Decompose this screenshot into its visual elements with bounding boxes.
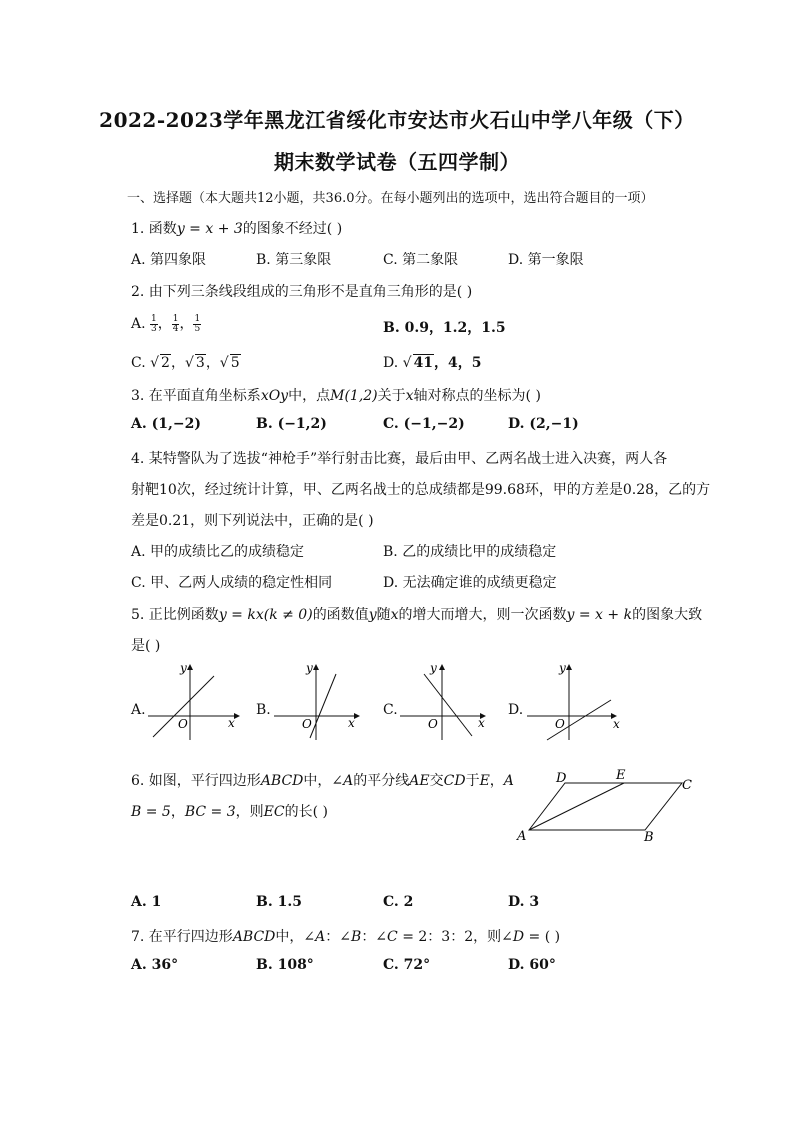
q6-option-a[interactable]: A. 1	[131, 894, 162, 910]
q6-cd: CD	[443, 773, 466, 789]
q6-l1b: 中，∠	[303, 773, 344, 789]
exam-title-line1: 2022-2023学年黑龙江省绥化市安达市火石山中学八年级（下）	[99, 108, 695, 132]
y-axis-label: y	[430, 661, 437, 675]
q2-fraction-1: $\frac{1}{3}$	[151, 313, 157, 334]
q6-option-d[interactable]: D. 3	[508, 894, 540, 910]
q2-fraction-2: $\frac{1}{4}$	[172, 313, 179, 334]
q2-option-a-label: A.	[131, 316, 146, 332]
y-axis-arrow-icon	[439, 664, 445, 670]
q1-option-c[interactable]: C. 第二象限	[383, 252, 459, 268]
q5-graph-a[interactable]	[148, 660, 244, 742]
q5-stem-c: 随	[376, 607, 391, 623]
q7-stem-a: 7. 在平行四边形	[131, 929, 233, 945]
q2-root-2: 2	[161, 355, 170, 371]
q5-graph-d[interactable]	[527, 660, 627, 742]
parallelogram-abcd	[529, 783, 682, 830]
q2-option-c[interactable]: C. √ 2，√ 3，√ 5	[131, 355, 240, 371]
origin-label: O	[555, 717, 565, 731]
q2-option-a[interactable]: A. $\frac{1}{3}$ ， $\frac{1}{4}$ ， $\frac{1}{5}$	[131, 313, 201, 334]
q6-option-b[interactable]: B. 1.5	[256, 894, 302, 910]
y-axis-label: y	[559, 661, 566, 675]
q5-option-b-label[interactable]: B.	[256, 702, 271, 718]
q2-option-b[interactable]: B. 0.9，1.2，1.5	[383, 320, 506, 336]
q3-xoy: xOy	[260, 388, 289, 404]
q2-option-c-label: C.	[131, 355, 146, 371]
q6-l1c: 的平分线	[353, 773, 410, 789]
q6-l1e: 于	[465, 773, 480, 789]
q5-formula-2: y = x + k	[566, 607, 633, 623]
q1-stem-prefix: 1. 函数	[131, 221, 177, 237]
q4-option-b[interactable]: B. 乙的成绩比甲的成绩稳定	[383, 544, 557, 560]
q2-root-3: 3	[195, 355, 205, 371]
q7-d: D	[512, 929, 525, 945]
q6-option-c[interactable]: C. 2	[383, 894, 414, 910]
q5-stem	[131, 604, 702, 624]
q5-option-a-label[interactable]: A.	[131, 702, 146, 718]
q2-stem: 2. 由下列三条线段组成的三角形不是直角三角形的是( )	[131, 284, 473, 300]
exam-title-line2: 期末数学试卷（五四学制）	[274, 150, 520, 174]
q5-line2: 是( )	[131, 638, 161, 654]
q7-option-a[interactable]: A. 36°	[131, 957, 179, 973]
q3-option-c[interactable]: C. (−1,−2)	[383, 416, 465, 432]
q5-graph-b[interactable]	[274, 660, 370, 742]
q7-stem-f: = ( )	[524, 929, 561, 945]
q7-option-c[interactable]: C. 72°	[383, 957, 431, 973]
x-axis-label: x	[478, 716, 485, 730]
q5-x: x	[390, 607, 399, 623]
q3-option-b[interactable]: B. (−1,2)	[256, 416, 327, 432]
y-axis-label: y	[306, 661, 313, 675]
q2-option-d[interactable]: D. √ 41，4，5	[383, 355, 482, 371]
x-axis-label: x	[613, 717, 620, 731]
q3-stem-a: 3. 在平面直角坐标系	[131, 388, 261, 404]
y-axis-arrow-icon	[187, 664, 193, 670]
point-label-d: D	[556, 771, 567, 786]
q6-l1d: 交	[429, 773, 444, 789]
section-heading: 一、选择题（本大题共12小题，共36.0分。在每小题列出的选项中，选出符合题目的一项）	[127, 191, 654, 206]
q7-a: A	[315, 929, 326, 945]
q5-option-d-label[interactable]: D.	[508, 702, 524, 718]
q3-x: x	[405, 388, 414, 404]
graph-line	[310, 674, 336, 738]
x-axis-label: x	[228, 716, 235, 730]
q6-parallelogram-figure	[512, 764, 702, 848]
point-label-b: B	[644, 830, 654, 845]
q1-option-b[interactable]: B. 第三象限	[256, 252, 332, 268]
q1-option-d[interactable]: D. 第一象限	[508, 252, 584, 268]
x-axis-arrow-icon	[234, 713, 240, 719]
q2-option-d-rest: ，4，5	[434, 355, 482, 371]
q5-option-c-label[interactable]: C.	[383, 702, 398, 718]
origin-label: O	[302, 717, 312, 731]
bisector-ae	[529, 783, 624, 830]
q6-a: A	[343, 773, 354, 789]
q6-l2c: BC = 3	[184, 804, 236, 820]
q6-l2a: B = 5	[131, 804, 171, 820]
q6-stem-line1	[131, 770, 514, 790]
q3-option-a[interactable]: A. (1,−2)	[131, 416, 201, 432]
q7-option-b[interactable]: B. 108°	[256, 957, 314, 973]
q4-option-d[interactable]: D. 无法确定谁的成绩更稳定	[383, 575, 557, 591]
q7-stem-b: 中，∠	[275, 929, 316, 945]
origin-label: O	[178, 717, 188, 731]
q1-option-a[interactable]: A. 第四象限	[131, 252, 207, 268]
q5-stem-d: 的增大而增大，则一次函数	[398, 607, 567, 623]
q6-l1f: ，	[489, 773, 504, 789]
q4-option-c[interactable]: C. 甲、乙两人成绩的稳定性相同	[131, 575, 333, 591]
point-label-e: E	[616, 768, 626, 783]
q7-stem-c: ：∠	[325, 929, 352, 945]
x-axis-label: x	[348, 716, 355, 730]
q5-stem-a: 5. 正比例函数	[131, 607, 219, 623]
q5-graph-c[interactable]	[400, 660, 496, 742]
q6-ec: EC	[263, 804, 285, 820]
q7-stem-d: ：∠	[361, 929, 388, 945]
q7-stem-e: = 2：3：2，则∠	[397, 929, 513, 945]
q6-l2b: ，	[170, 804, 185, 820]
q1-stem-suffix: 的图象不经过( )	[242, 221, 343, 237]
q4-line1: 4. 某特警队为了选拔“神枪手”举行射击比赛，最后由甲、乙两名战士进入决赛，两人各	[131, 451, 668, 467]
y-axis-label: y	[180, 661, 187, 675]
q4-line3: 差是0.21，则下列说法中，正确的是( )	[131, 513, 374, 529]
q6-l1a: 6. 如图，平行四边形	[131, 773, 261, 789]
q1-formula: y = x + 3	[176, 221, 243, 237]
q7-b: B	[351, 929, 362, 945]
q5-stem-b: 的函数值	[312, 607, 369, 623]
q5-formula-1: y = kx(k ≠ 0)	[218, 607, 313, 623]
q7-option-d[interactable]: D. 60°	[508, 957, 556, 973]
q3-stem-c: 关于	[377, 388, 406, 404]
q6-stem-line2	[131, 801, 328, 821]
y-axis-arrow-icon	[566, 664, 572, 670]
q4-option-a[interactable]: A. 甲的成绩比乙的成绩稳定	[131, 544, 305, 560]
q2-root-5: 5	[230, 355, 240, 371]
q6-l2e: 的长( )	[284, 804, 328, 820]
q3-stem-b: 中，点	[288, 388, 331, 404]
q7-c: C	[387, 929, 398, 945]
y-axis-arrow-icon	[313, 664, 319, 670]
q6-abcd: ABCD	[260, 773, 304, 789]
q2-root-41: 41	[413, 355, 434, 371]
q3-option-d[interactable]: D. (2,−1)	[508, 416, 579, 432]
q1-stem	[131, 218, 342, 238]
q2-fraction-3: $\frac{1}{5}$	[194, 313, 201, 334]
q6-e: E	[479, 773, 490, 789]
q6-a2: A	[503, 773, 514, 789]
q6-ae: AE	[409, 773, 430, 789]
q6-l2d: ，则	[235, 804, 264, 820]
point-label-c: C	[682, 778, 692, 793]
x-axis-arrow-icon	[354, 713, 360, 719]
q7-abcd: ABCD	[232, 929, 276, 945]
q3-stem	[131, 385, 541, 405]
q5-y: y	[368, 607, 377, 623]
q3-stem-d: 轴对称点的坐标为( )	[413, 388, 541, 404]
q2-option-d-label: D.	[383, 355, 399, 371]
q4-line2: 射靶10次，经过统计计算，甲、乙两名战士的总成绩都是99.68环，甲的方差是0.28，乙的方	[131, 482, 711, 498]
q7-stem	[131, 926, 560, 946]
point-label-a: A	[517, 829, 527, 844]
q5-stem-e: 的图象大致	[632, 607, 703, 623]
origin-label: O	[428, 717, 438, 731]
q3-point: M(1,2)	[330, 388, 378, 404]
